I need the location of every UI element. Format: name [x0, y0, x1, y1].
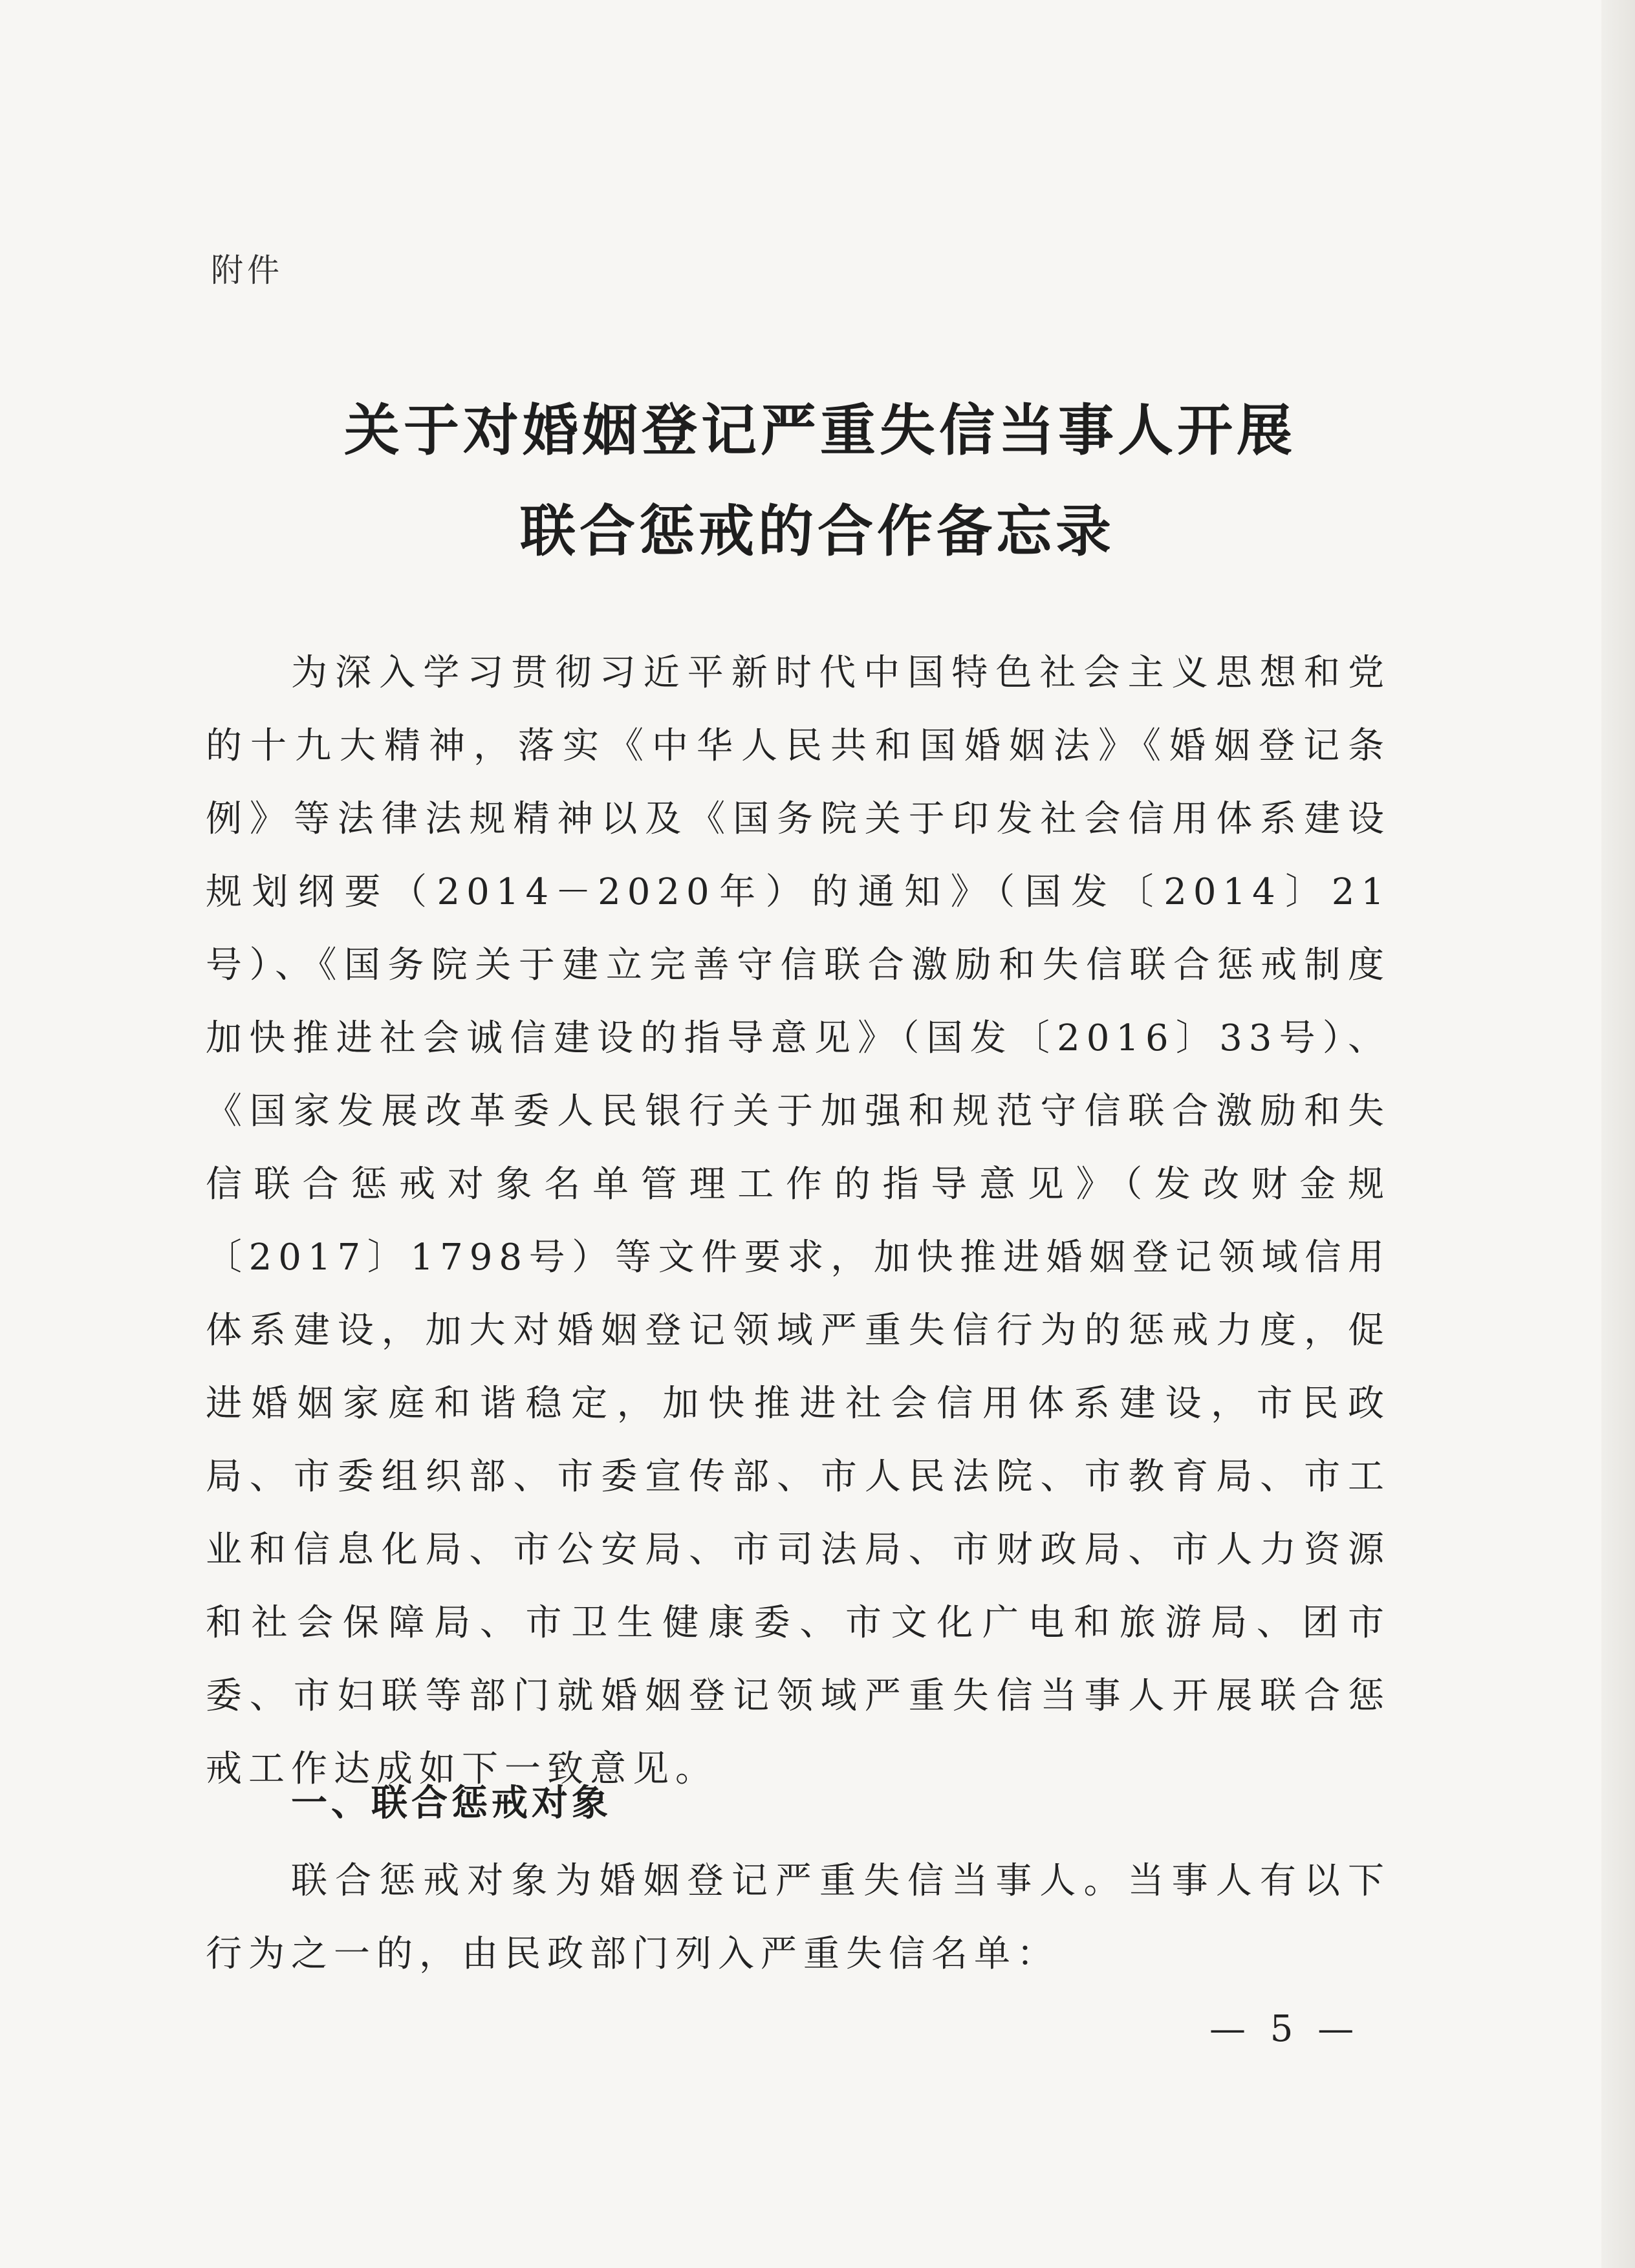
attachment-label: 附件 [211, 252, 283, 289]
section-heading-1: 一、联合惩戒对象 [291, 1782, 612, 1824]
intro-section [206, 636, 1391, 1806]
intro-paragraph: 为深入学习贯彻习近平新时代中国特色社会主义思想和党的十九大精神，落实《中华人民共和国婚姻法》《婚姻登记条例》等法律法规精神以及《国务院关于印发社会信用体系建设规划纲要（2014－2020年）的通知》（国发〔2014〕21号）、《国务院关于建立完善守信联合激励和失信联合惩戒制度加快推进社会诚信建设的指导意见》（国发〔2016〕33号）、《国家发展改革委人民银行关于加强和规范守信联合激励和失信联合惩戒对象名单管理工作的指导意见》（发改财金规〔2017〕1798号）等文件要求，加快推进婚姻登记领域信用体系建设，加大对婚姻登记领域严重失信行为的惩戒力度，促进婚姻家庭和谐稳定，加快推进社会信用体系建设，市民政局、市委组织部、市委宣传部、市人民法院、市教育局、市工业和信息化局、市公安局、市司法局、市财政局、市人力资源和社会保障局、市卫生健康委、市文化广电和旅游局、团市委、市妇联等部门就婚姻登记领域严重失信当事人开展联合惩戒工作达成如下一致意见。 [206, 652, 1391, 1790]
section-1-body [206, 1844, 1391, 1991]
document-title-line-2: 联合惩戒的合作备忘录 [520, 499, 1115, 564]
section-1-paragraph: 联合惩戒对象为婚姻登记严重失信当事人。当事人有以下行为之一的，由民政部门列入严重失信名单： [206, 1860, 1391, 1975]
document-title-line-1: 关于对婚姻登记严重失信当事人开展 [344, 398, 1296, 463]
page-number: — 5 — [1209, 2008, 1361, 2050]
page-edge-shadow [1601, 0, 1635, 2268]
